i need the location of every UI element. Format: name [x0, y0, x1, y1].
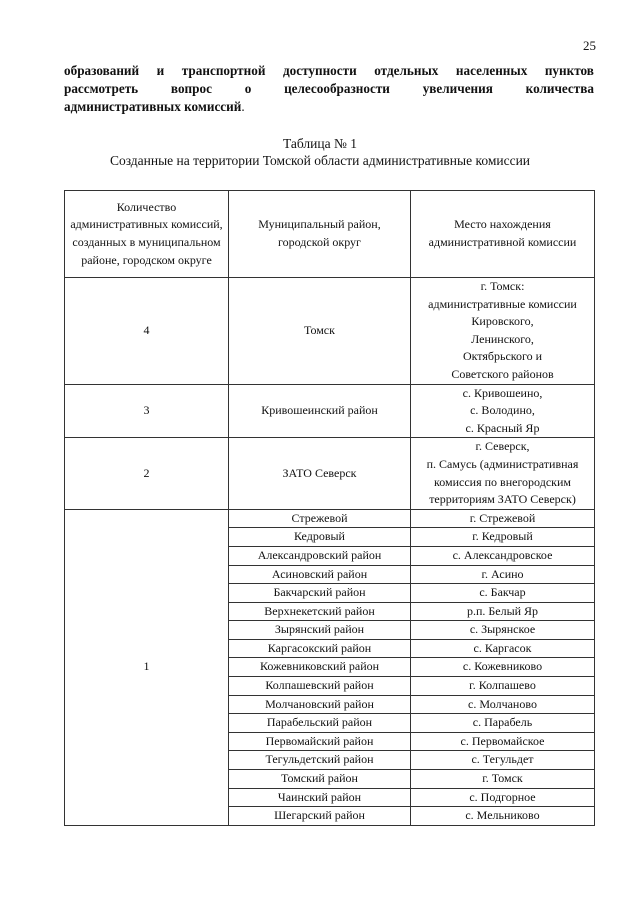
intro-word: доступности: [282, 63, 357, 78]
district-cell: Чаинский район: [229, 788, 411, 807]
location-line: г. Томск:: [480, 279, 525, 293]
intro-word: и: [156, 63, 165, 78]
intro-word: населенных: [455, 63, 528, 78]
table-row: [65, 278, 595, 385]
table-number: Таблица № 1: [283, 136, 357, 151]
intro-line-3: [64, 98, 594, 116]
location-cell: г. Томск: [411, 770, 595, 789]
intro-word: о: [244, 81, 252, 96]
location-line: административные комиссии: [428, 296, 577, 311]
location-line: с. Володино,: [470, 403, 535, 418]
table-row: [65, 509, 595, 528]
intro-word: отдельных: [374, 63, 439, 78]
district-cell: Парабельский район: [229, 714, 411, 733]
table-row: [65, 384, 595, 438]
district-cell: Кедровый: [229, 528, 411, 547]
location-cell: г. Асино: [411, 565, 595, 584]
location-line: Октябрьского и: [462, 349, 543, 364]
district-cell: Бакчарский район: [229, 584, 411, 603]
location-cell: с. Кожевниково: [411, 658, 595, 677]
intro-word: увеличения: [422, 81, 493, 96]
district-cell: Первомайский район: [229, 732, 411, 751]
district-cell: Стрежевой: [229, 509, 411, 528]
intro-line-1: [64, 62, 594, 80]
district-cell: Молчановский район: [229, 695, 411, 714]
district-cell: Верхнекетский район: [229, 602, 411, 621]
location-cell: [411, 278, 595, 385]
header-district: Муниципальный район, городской округ: [229, 191, 411, 278]
location-cell: г. Колпашево: [411, 677, 595, 696]
intro-word: вопрос: [170, 81, 212, 96]
location-cell: с. Александровское: [411, 546, 595, 565]
count-cell: 2: [65, 438, 229, 509]
location-cell: с. Парабель: [411, 714, 595, 733]
commissions-table: [64, 190, 595, 826]
district-cell: ЗАТО Северск: [229, 438, 411, 509]
count-cell: 1: [65, 509, 229, 825]
table-caption: Созданные на территории Томской области административные комиссии: [109, 153, 531, 168]
location-cell: с. Молчаново: [411, 695, 595, 714]
district-cell: Кривошеинский район: [229, 384, 411, 438]
location-line: территориям ЗАТО Северск): [429, 492, 576, 507]
district-cell: Шегарский район: [229, 807, 411, 826]
district-cell: Томский район: [229, 770, 411, 789]
intro-period: .: [241, 99, 245, 114]
count-cell: 4: [65, 278, 229, 385]
location-cell: [411, 384, 595, 438]
intro-paragraph: [64, 62, 594, 116]
location-cell: г. Кедровый: [411, 528, 595, 547]
location-line: г. Северск,: [475, 439, 530, 454]
intro-word: транспортной: [181, 63, 266, 78]
header-location: Место нахождения административной комиссии: [411, 191, 595, 278]
count-cell: 3: [65, 384, 229, 438]
intro-word: количества: [525, 81, 594, 96]
location-cell: с. Первомайское: [411, 732, 595, 751]
location-cell: [411, 438, 595, 509]
location-line: комиссия по внегородским: [434, 474, 571, 489]
intro-word: целесообразности: [284, 81, 390, 96]
district-cell: Томск: [229, 278, 411, 385]
location-cell: с. Тегульдет: [411, 751, 595, 770]
location-cell: р.п. Белый Яр: [411, 602, 595, 621]
district-cell: Зырянский район: [229, 621, 411, 640]
page-number: 25: [583, 38, 596, 53]
table-row: [65, 438, 595, 509]
location-line: с. Красный Яр: [465, 420, 540, 435]
district-cell: Асиновский район: [229, 565, 411, 584]
district-cell: Тегульдетский район: [229, 751, 411, 770]
location-cell: г. Стрежевой: [411, 509, 595, 528]
location-cell: с. Подгорное: [411, 788, 595, 807]
location-line: с. Кривошеино,: [462, 385, 543, 400]
location-cell: с. Мельниково: [411, 807, 595, 826]
location-line: Советского районов: [451, 366, 554, 381]
table-header-row: [65, 191, 595, 278]
location-line: Кировского,: [471, 314, 534, 329]
intro-words: административных комиссий: [64, 99, 242, 114]
intro-word: образований: [64, 63, 140, 78]
location-cell: с. Бакчар: [411, 584, 595, 603]
intro-word: пунктов: [544, 63, 594, 78]
district-cell: Кожевниковский район: [229, 658, 411, 677]
location-cell: с. Каргасок: [411, 639, 595, 658]
intro-word: рассмотреть: [64, 81, 139, 96]
location-line: Ленинского,: [471, 331, 534, 346]
intro-line-2: [64, 80, 594, 98]
district-cell: Колпашевский район: [229, 677, 411, 696]
location-line: п. Самусь (административная: [426, 456, 579, 471]
header-count: Количество административных комиссий, созданных в муниципальном районе, городском округе: [65, 191, 229, 278]
district-cell: Каргасокский район: [229, 639, 411, 658]
location-cell: с. Зырянское: [411, 621, 595, 640]
district-cell: Александровский район: [229, 546, 411, 565]
